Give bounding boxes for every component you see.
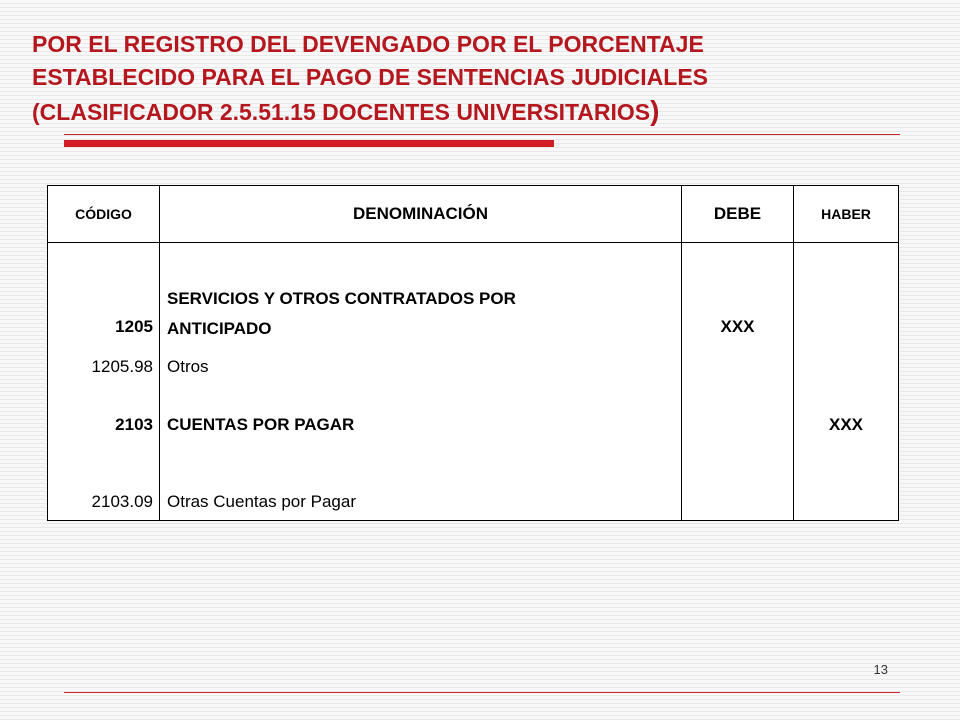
table-row — [48, 405, 899, 453]
row-2-codigo: 1205.98 — [48, 349, 160, 405]
page-number: 13 — [873, 662, 888, 677]
row-1-denominacion — [160, 243, 682, 349]
row-1-debe: XXX — [682, 243, 794, 349]
row-1-haber — [794, 243, 899, 349]
row-3-haber: XXX — [794, 405, 899, 453]
row-1-denominacion-line-2: ANTICIPADO — [167, 318, 272, 338]
row-4-haber — [794, 453, 899, 521]
header-haber: HABER — [794, 186, 899, 243]
title-line-3-text: CLASIFICADOR 2.5.51.15 DOCENTES UNIVERSITARIOS — [39, 99, 651, 125]
row-2-haber — [794, 349, 899, 405]
row-1-codigo: 1205 — [48, 243, 160, 349]
table-row — [48, 453, 899, 521]
row-2-debe — [682, 349, 794, 405]
row-4-denominacion: Otras Cuentas por Pagar — [160, 453, 682, 521]
accounting-entry-table — [47, 185, 899, 521]
footer-divider — [64, 692, 900, 693]
title-line-3 — [32, 94, 912, 129]
slide-title — [32, 28, 912, 129]
table-row — [48, 349, 899, 405]
header-denominacion: DENOMINACIÓN — [160, 186, 682, 243]
row-1-denominacion-line-1: SERVICIOS Y OTROS CONTRATADOS POR — [167, 288, 516, 308]
row-3-denominacion: CUENTAS POR PAGAR — [160, 405, 682, 453]
row-3-codigo: 2103 — [48, 405, 160, 453]
title-divider-thin — [64, 134, 900, 135]
row-4-debe — [682, 453, 794, 521]
table-header-row — [48, 186, 899, 243]
table-row — [48, 243, 899, 349]
row-4-codigo: 2103.09 — [48, 453, 160, 521]
row-2-denominacion: Otros — [160, 349, 682, 405]
title-line-2: ESTABLECIDO PARA EL PAGO DE SENTENCIAS JUDICIALES — [32, 64, 709, 90]
row-3-debe — [682, 405, 794, 453]
title-line-1: POR EL REGISTRO DEL DEVENGADO POR EL PORCENTAJE — [32, 31, 704, 57]
title-divider-thick — [64, 140, 554, 147]
title-open-paren: ( — [32, 99, 40, 125]
title-close-paren: ) — [650, 95, 660, 126]
header-debe: DEBE — [682, 186, 794, 243]
header-codigo: CÓDIGO — [48, 186, 160, 243]
